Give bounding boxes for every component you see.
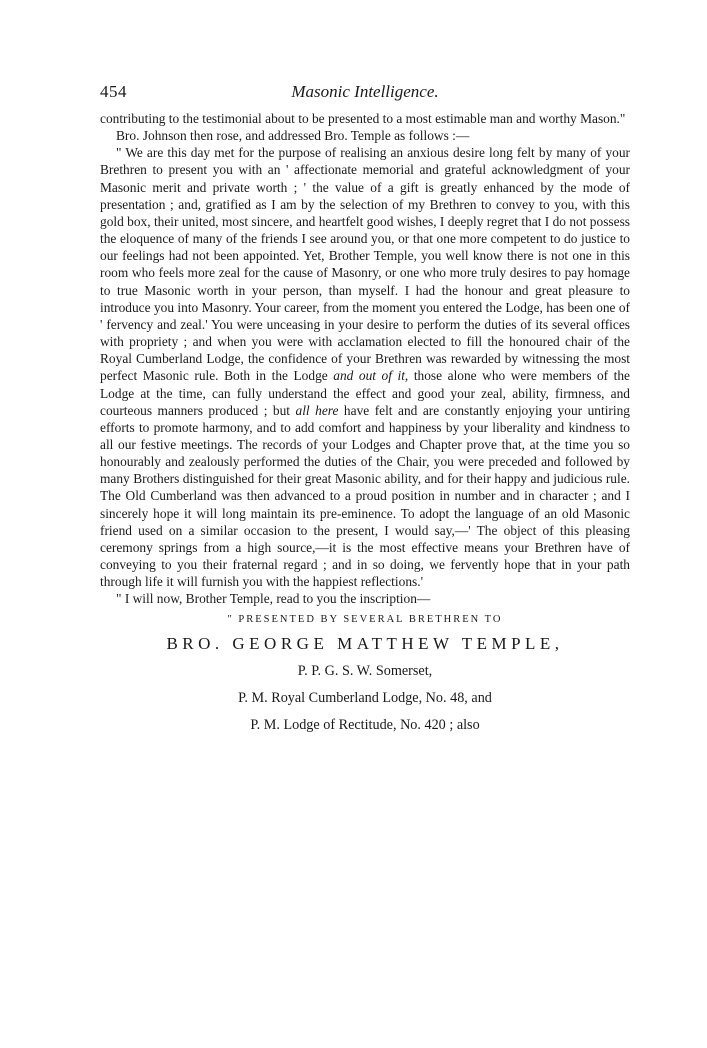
inscription-line-3: P. P. G. S. W. Somerset, bbox=[297, 662, 433, 679]
book-page bbox=[100, 82, 630, 739]
paragraph-3-text-b: those alone who were members of the Lodge at the time, can fully understand the effect and good your zeal, ability, firmness, and courteous manners produced ; but bbox=[100, 368, 630, 418]
running-title: Masonic Intelligence. bbox=[291, 82, 439, 101]
paragraph-2: Bro. Johnson then rose, and addressed Bro. Temple as follows :— bbox=[116, 128, 470, 144]
inscription-line-1: " PRESENTED BY SEVERAL BRETHREN TO bbox=[227, 613, 503, 625]
paragraph-3-italic-a: and out of it, bbox=[333, 368, 409, 384]
paragraph-3-text-c: have felt and are constantly enjoying your untiring efforts to promote harmony, and to add comfort and happiness by your liberality and kindness to all our festive meetings. The records of your Lodges and Chapter prove that, at the time you so honourably and zealously performed the duties of the Chair, you were preceded and followed by many Brothers distinguished for their great Masonic ability, and for their happy and judicious rule. The Old Cumberland was then advanced to a proud position in number and in character ; and I sincerely hope it will long maintain its pre-eminence. To adopt the language of an old Masonic friend used on a similar occasion to the present, I would say,—' The object of this pleasing ceremony springs from a high source,—it is the most effective means your Brethren have of conveying to you their fraternal regard ; and in so doing, we fervently hope that in your path through life it will furnish you with the happiest reflections.' bbox=[100, 402, 630, 590]
inscription-line-2: BRO. GEORGE MATTHEW TEMPLE, bbox=[166, 633, 564, 653]
inscription-line-4: P. M. Royal Cumberland Lodge, No. 48, and bbox=[238, 689, 492, 706]
body-text bbox=[100, 110, 630, 608]
inscription-block bbox=[100, 609, 630, 739]
paragraph-4: " I will now, Brother Temple, read to you the inscription— bbox=[116, 591, 431, 607]
paragraph-3-italic-b: all here bbox=[295, 402, 339, 418]
inscription-line-5: P. M. Lodge of Rectitude, No. 420 ; also bbox=[250, 716, 480, 733]
paragraph-1: contributing to the testimonial about to be presented to a most estimable man and worthy Mason." bbox=[100, 111, 626, 126]
page-header bbox=[100, 82, 630, 108]
paragraph-3 bbox=[100, 144, 630, 590]
page-number: 454 bbox=[100, 82, 127, 101]
paragraph-3-text-a: " We are this day met for the purpose of realising an anxious desire long felt by many of your Brethren to present you with an ' affectionate memorial and grateful acknowledgment of your Masonic merit and private worth ; ' the value of a gift is greatly enhanced by the mode of presentation ; and, gratified as I am by the selection of my Brethren to convey to you, with this gold box, their united, most sincere, and heartfelt good wishes, I deeply regret that I do not possess the eloquence of many of the friends I see around you, or that one more competent to do justice to our feelings had not been appointed. Yet, Brother Temple, you well know there is not one in this room who feels more zeal for the cause of Masonry, or one who more truly desires to pay homage to true Masonic worth in your person, than myself. I had the honour and great pleasure to introduce you into Masonry. Your career, from the moment you entered the Lodge, has been one of ' fervency and zeal.' You were unceasing in your desire to perform the duties of its several offices with propriety ; and when you were with acclamation elected to fill the honoured chair of the Royal Cumberland Lodge, the confidence of your Brethren was rewarded by witnessing the most perfect Masonic rule. Both in the Lodge bbox=[100, 145, 630, 384]
